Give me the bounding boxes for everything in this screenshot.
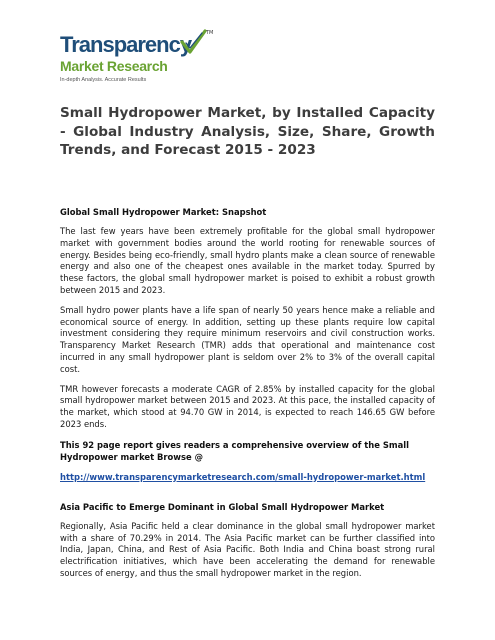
logo-name-line1: Transparency [60,32,192,57]
trademark-mark: TM [206,30,214,36]
report-note: This 92 page report gives readers a comprehensive overview of the Small Hydropower market Browse @ [60,439,409,462]
paragraph-3: TMR however forecasts a moderate CAGR of 2.85% by installed capacity for the global small hydropower market between 2015 and 2023. At this pace, the installed capacity of the market, which stood at 94.70 GW in 2014, is expected to reach 146.65 GW before 2023 ends. [60,383,435,429]
paragraph-1: The last few years have been extremely profitable for the global small hydropower market with government bodies around the world rooting for renewable sources of energy. Besides being eco-friendly, small hydro plants make a clean source of renewable energy and also one of the cheapest ones available in the market today. Spurred by these factors, the global small hydropower market is poised to exhibit a robust growth between 2015 and 2023. [60,226,435,295]
snapshot-heading: Global Small Hydropower Market: Snapshot [60,207,267,217]
company-logo [60,30,220,92]
document-body [60,206,435,588]
logo-name-line2: Market Research [60,58,168,74]
paragraph-4: Regionally, Asia Pacific held a clear dominance in the global small hydropower market with a share of 70.29% in 2014. The Asia Pacific market can be further classified into India, Japan, China, and Rest of Asia Pacific. Both India and China boast strong rural electrification initiatives, which have been accelerating the demand for renewable sources of energy, and thus the small hydropower market in the region. [60,520,435,578]
paragraph-2: Small hydro power plants have a life span of nearly 50 years hence make a reliable and economical source of energy. In addition, setting up these plants require low capital investment considering they require minimum reservoirs and civil construction works. Transparency Market Research (TMR) adds that operational and maintenance cost incurred in any small hydropower plant is seldom over 2% to 3% of the overall capital cost. [60,304,435,374]
document-title: Small Hydropower Market, by Installed Capacity - Global Industry Analysis, Size, Share, Growth Trends, and Forecast 2015 - 2023 [60,105,435,159]
report-link[interactable]: http://www.transparencymarketresearch.com/small-hydropower-market.html [60,471,426,482]
checkmark-icon [178,28,208,58]
asia-heading: Asia Pacific to Emerge Dominant in Global Small Hydropower Market [60,501,385,512]
logo-tagline: In-depth Analysis. Accurate Results [60,77,147,83]
